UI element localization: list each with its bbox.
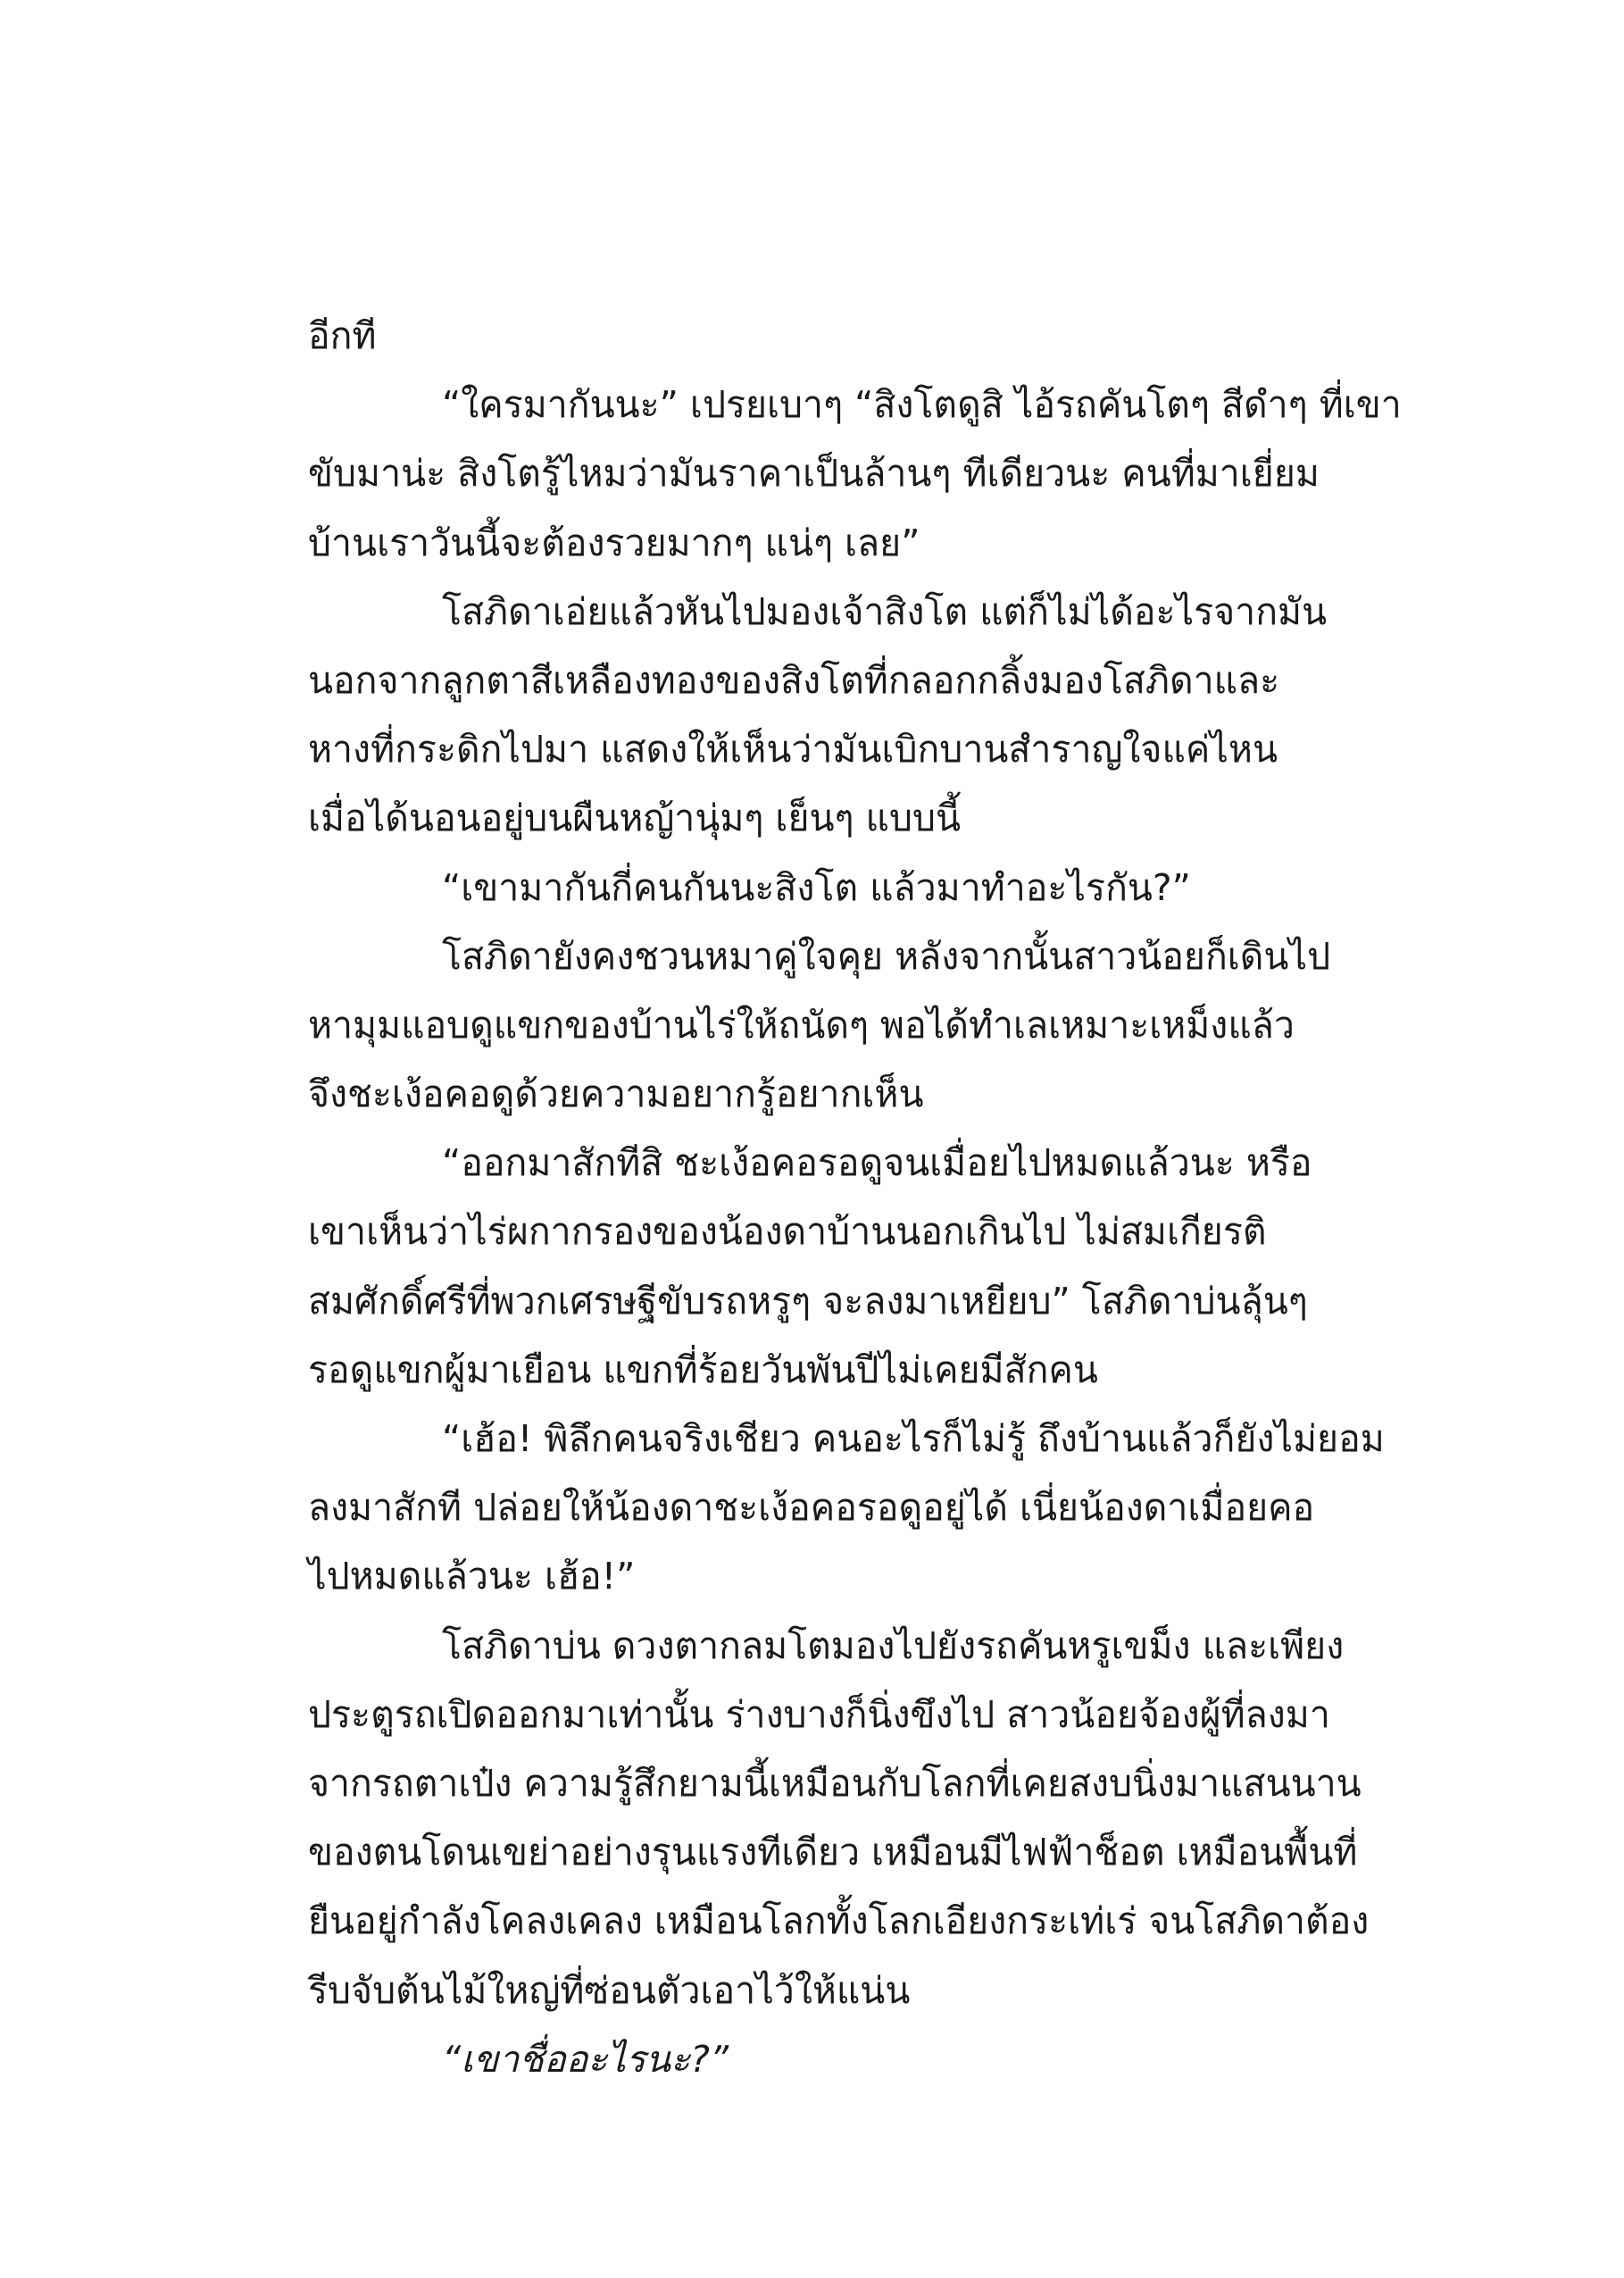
paragraph-first-line: โสภิดายังคงชวนหมาคู่ใจคุย หลังจากนั้นสาวน้อยก็เดินไป [442,934,1331,978]
text-line: ลงมาสักที ปล่อยให้น้องดาชะเง้อคอรอดูอยู่ได้ เนี่ยน้องดาเมื่อยคอ [308,1486,1315,1530]
paragraph-first-line: “ออกมาสักทีสิ ชะเง้อคอรอดูจนเมื่อยไปหมดแล้วนะ หรือ [442,1141,1312,1185]
text-line: นอกจากลูกตาสีเหลืองทองของสิงโตที่กลอกกลิ้งมองโสภิดาและ [308,658,1280,702]
paragraph-first-line: โสภิดาบ่น ดวงตากลมโตมองไปยังรถคันหรูเขม็ง และเพียง [442,1623,1345,1667]
text-line: หางที่กระดิกไปมา แสดงให้เห็นว่ามันเบิกบานสำราญใจแค่ไหน [308,728,1278,772]
text-line: ยืนอยู่กำลังโคลงเคลง เหมือนโลกทั้งโลกเอียงกระเท่เร่ จนโสภิดาต้อง [308,1899,1370,1943]
text-line: จากรถตาเป๋ง ความรู้สึกยามนี้เหมือนกับโลกที่เคยสงบนิ่งมาแสนนาน [308,1761,1362,1805]
text-line: ไปหมดแล้วนะ เฮ้อ!” [308,1555,636,1598]
text-line: รีบจับต้นไม้ใหญ่ที่ซ่อนตัวเอาไว้ให้แน่น [308,1968,911,2012]
text-line: ขับมาน่ะ สิงโตรู้ไหมว่ามันราคาเป็นล้านๆ ทีเดียวนะ คนที่มาเยี่ยม [308,452,1320,496]
text-line: เมื่อได้นอนอยู่บนผืนหญ้านุ่มๆ เย็นๆ แบบนี้ [308,797,962,840]
paragraph-first-line: “เขามากันกี่คนกันนะสิงโต แล้วมาทำอะไรกัน?” [442,865,1191,909]
text-line: จึงชะเง้อคอดูด้วยความอยากรู้อยากเห็น [308,1072,924,1116]
paragraph-first-line: “เฮ้อ! พิลึกคนจริงเชียว คนอะไรก็ไม่รู้ ถึงบ้านแล้วก็ยังไม่ยอม [442,1417,1385,1460]
text-line: อีกที [308,314,377,357]
paragraph-first-line: โสภิดาเอ่ยแล้วหันไปมองเจ้าสิงโต แต่ก็ไม่ได้อะไรจากมัน [442,589,1328,633]
text-line: บ้านเราวันนี้จะต้องรวยมากๆ แน่ๆ เลย” [308,521,920,564]
text-line: หามุมแอบดูแขกของบ้านไร่ให้ถนัดๆ พอได้ทำเลเหมาะเหม็งแล้ว [308,1003,1295,1047]
text-line: เขาเห็นว่าไร่ผกากรองของน้องดาบ้านนอกเกินไป ไม่สมเกียรติ [308,1210,1267,1254]
paragraph-first-line: “เขาชื่ออะไรนะ?” [442,2037,729,2081]
text-line: สมศักดิ์ศรีที่พวกเศรษฐีขับรถหรูๆ จะลงมาเหยียบ” โสภิดาบ่นลุ้นๆ [308,1279,1308,1323]
text-line: รอดูแขกผู้มาเยือน แขกที่ร้อยวันพันปีไม่เคยมีสักคน [308,1348,1098,1391]
text-line: ประตูรถเปิดออกมาเท่านั้น ร่างบางก็นิ่งขึงไป สาวน้อยจ้องผู้ที่ลงมา [308,1692,1330,1736]
body-text [308,302,1404,2094]
paragraph-first-line: “ใครมากันนะ” เปรยเบาๆ “สิงโตดูสิ ไอ้รถคันโตๆ สีดำๆ ที่เขา [442,383,1402,427]
text-line: ของตนโดนเขย่าอย่างรุนแรงทีเดียว เหมือนมีไฟฟ้าช็อต เหมือนพื้นที่ [308,1831,1358,1874]
